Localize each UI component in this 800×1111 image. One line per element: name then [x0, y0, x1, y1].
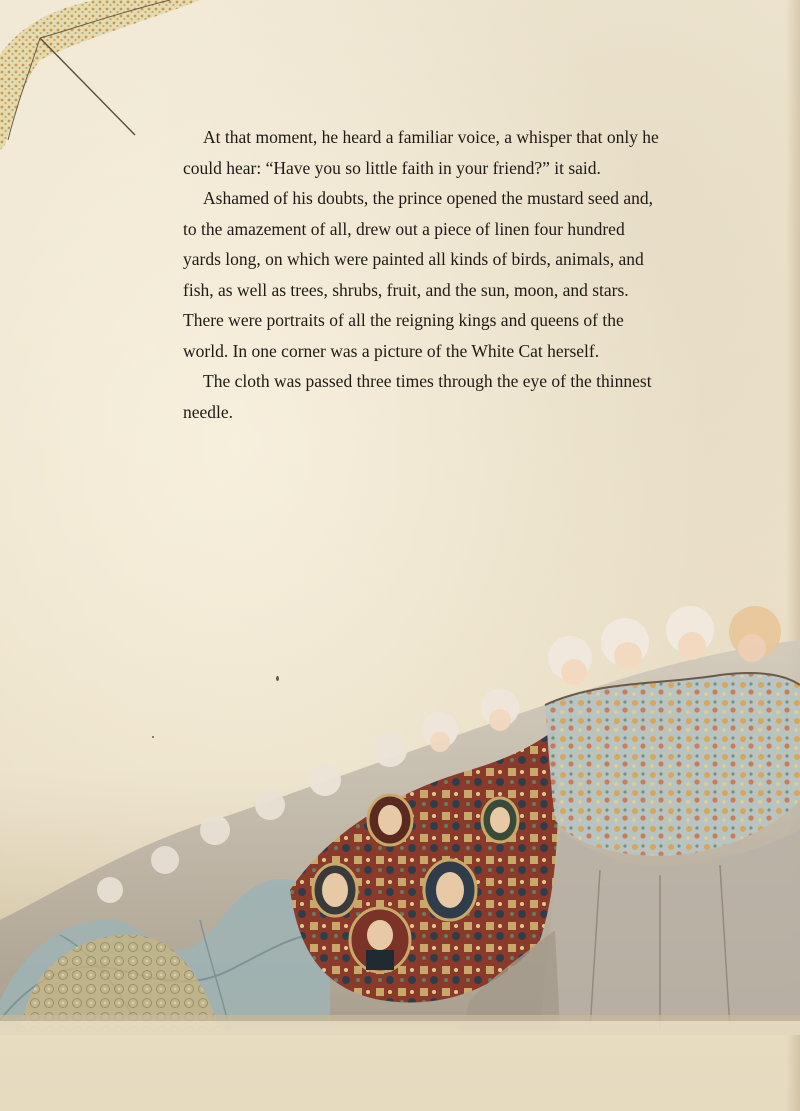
paragraph-1: At that moment, he heard a familiar voice, a whisper that only he could hear: “Have you so little faith in your friend?” it said.	[183, 127, 659, 178]
paragraph-2: Ashamed of his doubts, the prince opened the mustard seed and, to the amazement of all, drew out a piece of linen four hundred yards long, on which were painted all kinds of birds, animals, and fish, as well as trees, shrubs, fruit, and the sun, moon, and stars. There were portraits of all the reigning kings and queens of the world. In one corner was a picture of the White Cat herself.	[183, 188, 654, 361]
dragonfly-icon	[0, 0, 200, 160]
story-text	[183, 122, 663, 427]
procession-illustration	[0, 590, 800, 1035]
paragraph-3: The cloth was passed three times through the eye of the thinnest needle.	[183, 371, 652, 422]
